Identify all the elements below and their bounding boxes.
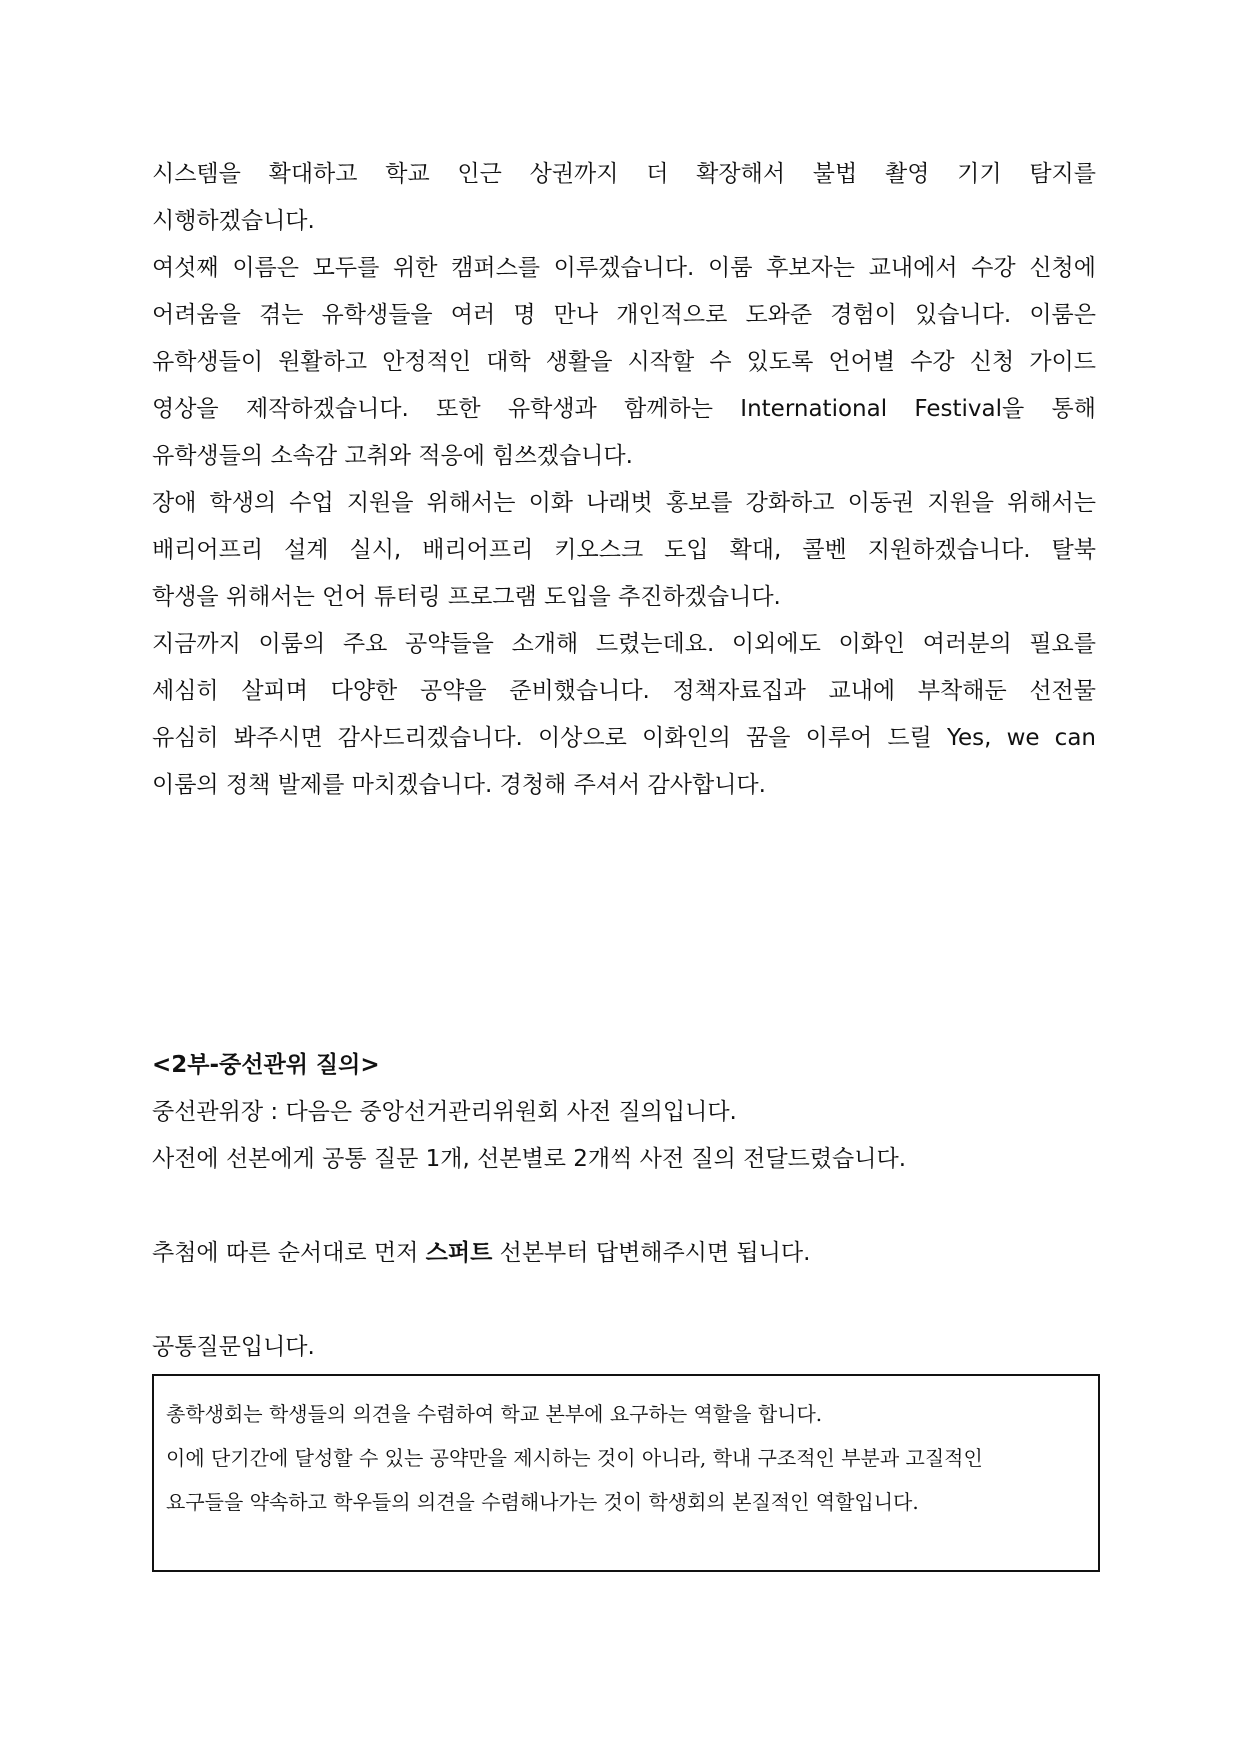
- spacer: [152, 1183, 1096, 1230]
- text-line: 학생을 위해서는 언어 튜터링 프로그램 도입을 추진하겠습니다.: [152, 584, 781, 610]
- question-info-line: 사전에 선본에게 공통 질문 1개, 선본별로 2개씩 사전 질의 전달드렸습니다.: [152, 1146, 907, 1172]
- question-line: 총학생회는 학생들의 의견을 수렴하여 학교 본부에 요구하는 역할을 합니다.: [166, 1402, 823, 1426]
- section-heading: <2부-중선관위 질의>: [152, 1052, 380, 1078]
- text-line: 장애 학생의 수업 지원을 위해서는 이화 나래벗 홍보를 강화하고 이동권 지원을 위해서는: [152, 490, 1096, 516]
- text-line: 영상을 제작하겠습니다. 또한 유학생과 함께하는 International Festival을 통해: [152, 396, 1096, 422]
- common-question-label: 공통질문입니다.: [152, 1334, 315, 1360]
- common-question-box: [152, 1374, 1100, 1572]
- intro-line: 중선관위장 : 다음은 중앙선거관리위원회 사전 질의입니다.: [152, 1099, 737, 1125]
- question-line: 요구들을 약속하고 학우들의 의견을 수렴해나가는 것이 학생회의 본질적인 역할입니다.: [166, 1490, 919, 1514]
- question-line: 이에 단기간에 달성할 수 있는 공약만을 제시하는 것이 아니라, 학내 구조적인 부분과 고질적인: [166, 1446, 983, 1470]
- answer-order-line: [152, 1230, 1096, 1277]
- policy-speech-text: [152, 151, 1096, 809]
- text-line: 배리어프리 설계 실시, 배리어프리 키오스크 도입 확대, 콜벤 지원하겠습니다. 탈북: [152, 537, 1096, 563]
- paragraph-disability-support: [152, 480, 1096, 621]
- text-line: 유학생들이 원활하고 안정적인 대학 생활을 시작할 수 있도록 언어별 수강 신청 가이드: [152, 349, 1096, 375]
- paragraph-international-students: [152, 245, 1096, 480]
- text-line: 시행하겠습니다.: [152, 208, 315, 234]
- order-text-after: 선본부터 답변해주시면 됩니다.: [492, 1240, 811, 1266]
- spacer: [152, 1277, 1096, 1324]
- team-name: 스퍼트: [425, 1240, 493, 1266]
- part2-section: [152, 1042, 1096, 1371]
- text-line: 세심히 살피며 다양한 공약을 준비했습니다. 정책자료집과 교내에 부착해둔 선전물: [152, 678, 1096, 704]
- text-line: 유심히 봐주시면 감사드리겠습니다. 이상으로 이화인의 꿈을 이루어 드릴 Yes, we can: [152, 725, 1096, 751]
- text-line: 시스템을 확대하고 학교 인근 상권까지 더 확장해서 불법 촬영 기기 탐지를: [152, 161, 1096, 187]
- text-line: 지금까지 이룸의 주요 공약들을 소개해 드렸는데요. 이외에도 이화인 여러분의 필요를: [152, 631, 1096, 657]
- order-text-before: 추첨에 따른 순서대로 먼저: [152, 1240, 426, 1266]
- text-line: 이룸의 정책 발제를 마치겠습니다. 경청해 주셔서 감사합니다.: [152, 772, 766, 798]
- text-line: 여섯째 이름은 모두를 위한 캠퍼스를 이루겠습니다. 이룸 후보자는 교내에서 수강 신청에: [152, 255, 1096, 281]
- paragraph-closing: [152, 621, 1096, 809]
- text-line: 어려움을 겪는 유학생들을 여러 명 만나 개인적으로 도와준 경험이 있습니다. 이룸은: [152, 302, 1096, 328]
- paragraph-detection: [152, 151, 1096, 245]
- text-line: 유학생들의 소속감 고취와 적응에 힘쓰겠습니다.: [152, 443, 633, 469]
